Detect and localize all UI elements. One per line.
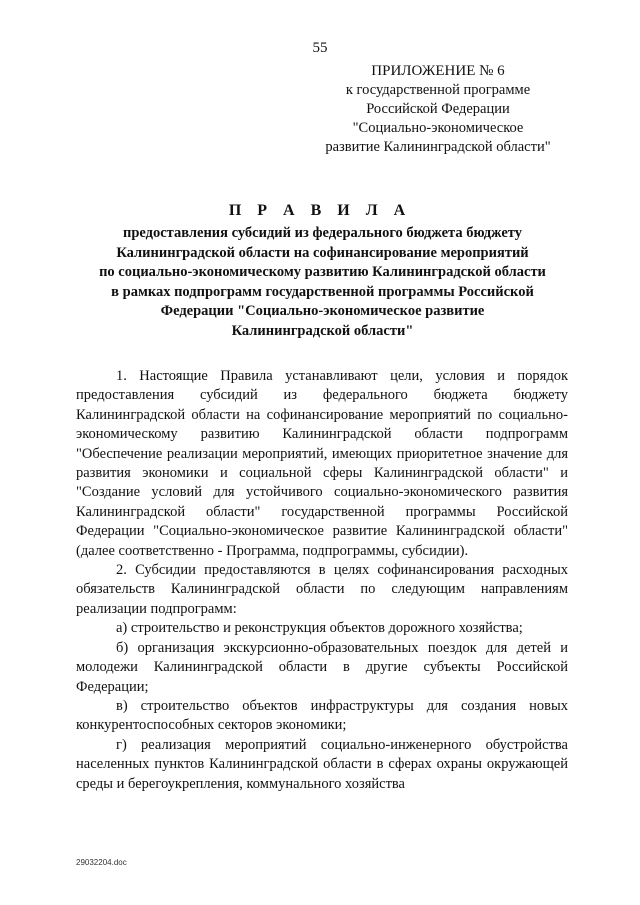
paragraph-1: 1. Настоящие Правила устанавливают цели, условия и порядок предоставления субсидий из федерального бюджета бюджету Калининградской области на софинансирование мероприятий по социально-экономическому развитию Калининградской области подпрограмм "Обеспечение реализации мероприятий, имеющих приоритетное значение для развития экономики и социальной сферы Калининградской области" и "Создание условий для устойчивого социально-экономического развития Калининградской области" государственной программы Российской Федерации "Социально-экономическое развитие Калининградской области" (далее соответственно - Программа, подпрограммы, субсидии). [76,368,568,559]
page-number: 55 [312,40,328,56]
list-item-b: б) организация экскурсионно-образовательных поездок для детей и молодежи Калининградской области в другие субъекты Российской Федерации; [76,639,568,695]
document-file-id: 29032204.doc [76,858,127,867]
subtitle-line: предоставления субсидий из федерального бюджета бюджету [123,225,522,241]
appendix-line: Российской Федерации [366,101,510,117]
subtitle-line: Федерации "Социально-экономическое развитие [160,303,485,319]
document-body [76,367,568,794]
subtitle-line: в рамках подпрограмм государственной программы Российской [111,283,534,300]
paragraph-2: 2. Субсидии предоставляются в целях софинансирования расходных обязательств Калининградской области по следующим направлениям реализации подпрограмм: [76,562,568,617]
subtitle-line: Калининградской области на софинансирование мероприятий [116,244,529,261]
subtitle-line: по социально-экономическому развитию Калининградской области [99,264,546,280]
list-item-a: а) строительство и реконструкция объектов дорожного хозяйства; [116,620,523,637]
list-item-v: в) строительство объектов инфраструктуры для создания новых конкурентоспособных секторов экономики; [76,697,568,734]
appendix-line: к государственной программе [345,82,531,98]
appendix-line: развитие Калининградской области" [325,139,551,155]
rules-subtitle [70,224,575,341]
rules-title: П Р А В И Л А [228,202,412,219]
list-item-g: г) реализация мероприятий социально-инженерного обустройства населенных пунктов Калининградской области в сферах охраны окружающей среды и берегоукрепления, коммунального хозяйства [76,736,568,792]
subtitle-line: Калининградской области" [231,322,414,339]
appendix-line: "Социально-экономическое [352,120,524,136]
appendix-title: ПРИЛОЖЕНИЕ № 6 [371,63,505,79]
appendix-block [318,62,558,157]
